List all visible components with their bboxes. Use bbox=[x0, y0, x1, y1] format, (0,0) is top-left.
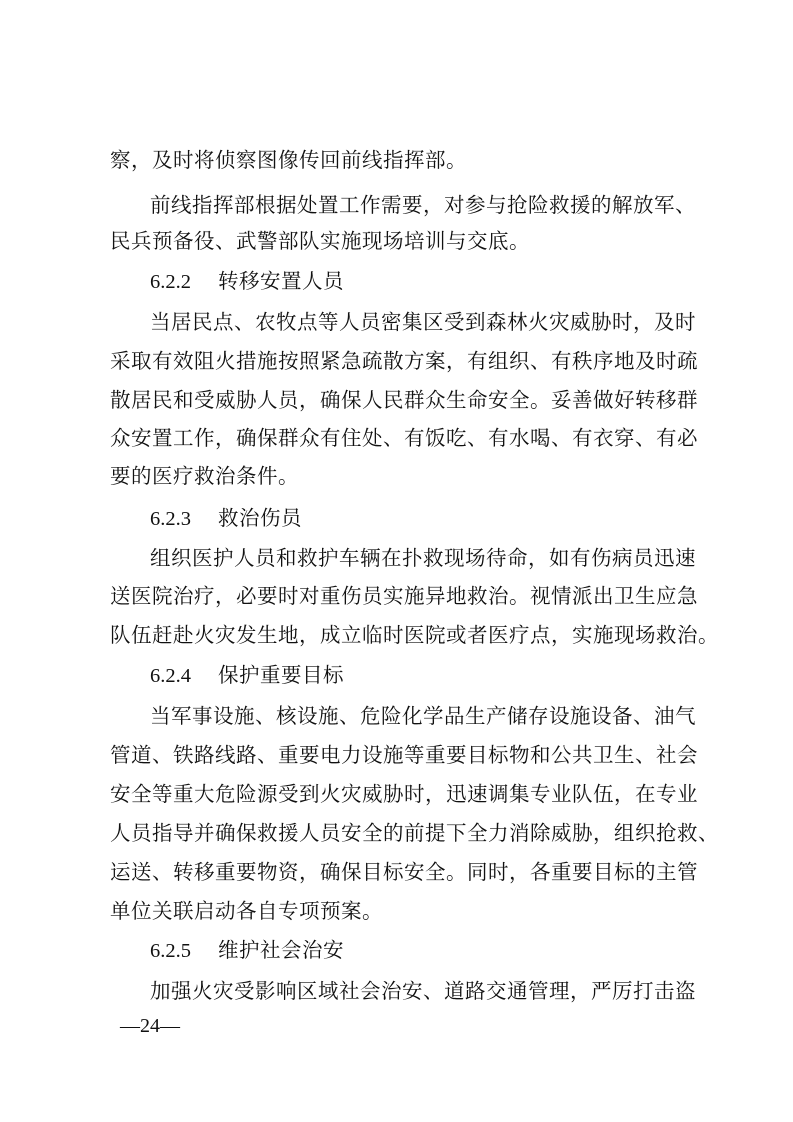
body-text-line: 送医院治疗，必要时对重伤员实施异地救治。视情派出卫生应急 bbox=[110, 584, 698, 608]
section-title: 维护社会治安 bbox=[218, 938, 344, 962]
body-text-line: 当居民点、农牧点等人员密集区受到森林火灾威胁时，及时 bbox=[150, 310, 696, 334]
body-text-line: 组织医护人员和救护车辆在扑救现场待命，如有伤病员迅速 bbox=[150, 546, 696, 570]
section-title: 救治伤员 bbox=[218, 506, 302, 530]
body-text-line: 众安置工作，确保群众有住处、有饭吃、有水喝、有衣穿、有必 bbox=[110, 426, 698, 450]
body-text-line: 散居民和受威胁人员，确保人民群众生命安全。妥善做好转移群 bbox=[110, 388, 698, 412]
body-text-line: 运送、转移重要物资，确保目标安全。同时，各重要目标的主管 bbox=[110, 860, 698, 884]
body-text-line: 人员指导并确保救援人员安全的前提下全力消除威胁，组织抢救、 bbox=[110, 821, 719, 845]
section-title: 保护重要目标 bbox=[218, 663, 344, 687]
section-heading-6-2-5 bbox=[150, 935, 344, 965]
section-heading-6-2-3 bbox=[150, 503, 302, 533]
body-text-line: 要的医疗救治条件。 bbox=[110, 464, 299, 488]
body-text-line: 当军事设施、核设施、危险化学品生产储存设施设备、油气 bbox=[150, 704, 696, 728]
body-text-line: 加强火灾受影响区域社会治安、道路交通管理，严厉打击盗 bbox=[150, 979, 696, 1003]
section-number: 6.2.4 bbox=[150, 665, 191, 687]
section-number: 6.2.3 bbox=[150, 508, 191, 530]
body-text-line: 单位关联启动各自专项预案。 bbox=[110, 899, 383, 923]
body-text-line: 管道、铁路线路、重要电力设施等重要目标物和公共卫生、社会 bbox=[110, 743, 698, 767]
section-heading-6-2-2 bbox=[150, 266, 344, 296]
body-text-line: 安全等重大危险源受到火灾威胁时，迅速调集专业队伍，在专业 bbox=[110, 782, 698, 806]
body-text-line: 察，及时将侦察图像传回前线指挥部。 bbox=[110, 148, 467, 172]
body-text-line: 前线指挥部根据处置工作需要，对参与抢险救援的解放军、 bbox=[150, 193, 696, 217]
section-number: 6.2.2 bbox=[150, 271, 191, 293]
section-heading-6-2-4 bbox=[150, 660, 344, 690]
body-text-line: 队伍赶赴火灾发生地，成立临时医院或者医疗点，实施现场救治。 bbox=[110, 623, 719, 647]
page-number: —24— bbox=[120, 1015, 180, 1037]
body-text-line: 采取有效阻火措施按照紧急疏散方案，有组织、有秩序地及时疏 bbox=[110, 349, 698, 373]
body-text-line: 民兵预备役、武警部队实施现场培训与交底。 bbox=[110, 229, 530, 253]
section-title: 转移安置人员 bbox=[218, 269, 344, 293]
section-number: 6.2.5 bbox=[150, 940, 191, 962]
